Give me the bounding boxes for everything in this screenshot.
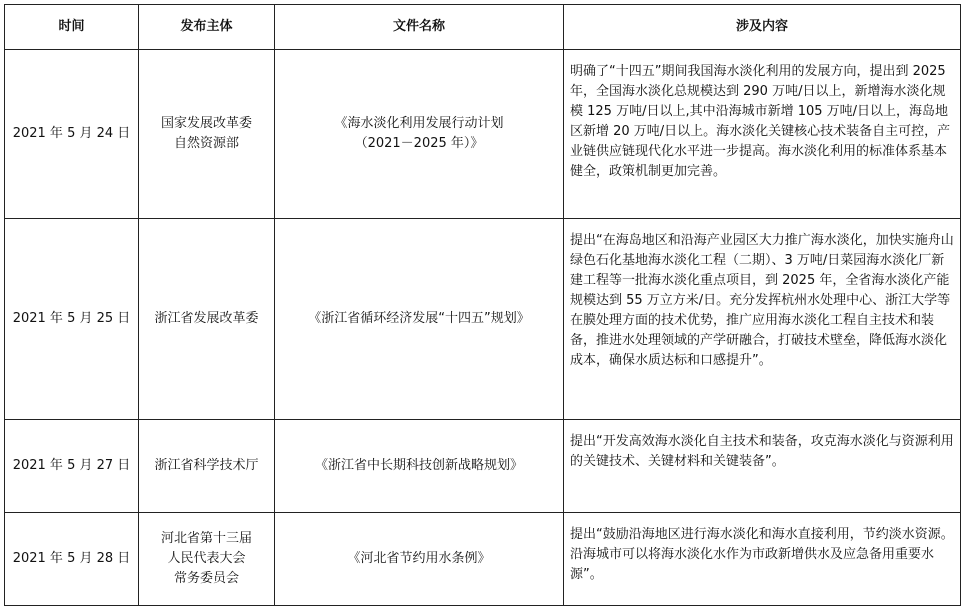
policy-table bbox=[4, 4, 961, 606]
cell-time: 2021 年 5 月 27 日 bbox=[5, 420, 139, 513]
cell-time: 2021 年 5 月 24 日 bbox=[5, 50, 139, 219]
header-doc-name: 文件名称 bbox=[275, 5, 564, 50]
cell-doc-name: 《河北省节约用水条例》 bbox=[275, 513, 564, 606]
cell-issuer: 国家发展改革委 自然资源部 bbox=[139, 50, 275, 219]
header-issuer: 发布主体 bbox=[139, 5, 275, 50]
cell-time: 2021 年 5 月 28 日 bbox=[5, 513, 139, 606]
cell-content: 提出“在海岛地区和沿海产业园区大力推广海水淡化，加快实施舟山绿色石化基地海水淡化工程（二期）、3 万吨/日菜园海水淡化厂新建工程等一批海水淡化重点项目，到 2025 年，全省海水淡化产能规模达到 55 万立方米/日。充分发挥杭州水处理中心、浙江大学等在膜处理方面的技术优势，推广应用海水淡化工程自主技术和装备，推进水处理领域的产学研融合，打破技术壁垒，降低海水淡化成本，确保水质达标和口感提升”。 bbox=[564, 219, 961, 420]
cell-content: 明确了“十四五”期间我国海水淡化利用的发展方向，提出到 2025 年，全国海水淡化总规模达到 290 万吨/日以上，新增海水淡化规模 125 万吨/日以上,其中沿海城市新增 105 万吨/日以上，海岛地区新增 20 万吨/日以上。海水淡化关键核心技术装备自主可控，产业链供应链现代化水平进一步提高。海水淡化利用的标准体系基本健全，政策机制更加完善。 bbox=[564, 50, 961, 219]
cell-doc-name: 《海水淡化利用发展行动计划 （2021－2025 年）》 bbox=[275, 50, 564, 219]
table-row bbox=[5, 420, 961, 513]
cell-doc-name: 《浙江省中长期科技创新战略规划》 bbox=[275, 420, 564, 513]
cell-doc-name: 《浙江省循环经济发展“十四五”规划》 bbox=[275, 219, 564, 420]
cell-issuer: 浙江省科学技术厅 bbox=[139, 420, 275, 513]
table-row bbox=[5, 219, 961, 420]
header-content: 涉及内容 bbox=[564, 5, 961, 50]
cell-time: 2021 年 5 月 25 日 bbox=[5, 219, 139, 420]
table-row bbox=[5, 50, 961, 219]
header-time: 时间 bbox=[5, 5, 139, 50]
cell-issuer: 浙江省发展改革委 bbox=[139, 219, 275, 420]
cell-content: 提出“开发高效海水淡化自主技术和装备，攻克海水淡化与资源利用的关键技术、关键材料和关键装备”。 bbox=[564, 420, 961, 513]
cell-content: 提出“鼓励沿海地区进行海水淡化和海水直接利用，节约淡水资源。沿海城市可以将海水淡化水作为市政新增供水及应急备用重要水源”。 bbox=[564, 513, 961, 606]
header-row bbox=[5, 5, 961, 50]
cell-issuer: 河北省第十三届 人民代表大会 常务委员会 bbox=[139, 513, 275, 606]
table-row bbox=[5, 513, 961, 606]
